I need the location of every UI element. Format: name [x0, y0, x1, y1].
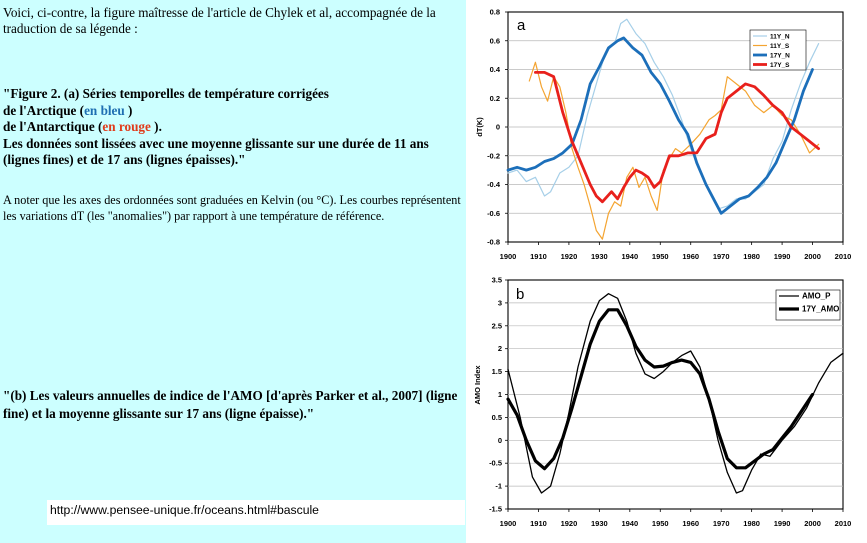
intro-paragraph: Voici, ci-contre, la figure maîtresse de l'article de Chylek et al, accompagnée de la traduction de sa légende : [3, 5, 436, 36]
chart-b-x-tick-label: 1970 [712, 519, 730, 528]
chart-b-x-tick-label: 1900 [499, 519, 517, 528]
chart-a-x-tick-label: 2010 [834, 252, 852, 261]
caption-arctic-color: en bleu [84, 102, 125, 118]
chart-b-panel-letter: b [516, 286, 525, 303]
chart-b-y-tick-label: 3.5 [491, 275, 502, 285]
caption-arctic-prefix: de l'Arctique ( [3, 102, 85, 118]
chart-a-x-tick-label: 1930 [591, 252, 608, 261]
chart-b-x-tick-label: 1950 [651, 519, 669, 528]
chart-a-y-axis-label: dT(K) [475, 117, 484, 137]
caption-arctic-line [3, 103, 461, 120]
chart-b-y-tick-label: -1 [495, 481, 502, 491]
figure-caption-a [3, 86, 461, 169]
chart-a-y-tick-label: -0.4 [487, 180, 500, 189]
chart-b-y-tick-label: 0 [497, 435, 502, 445]
chart-b-y-tick-label: 1 [497, 390, 502, 399]
chart-b-y-axis-label: AMO Index [473, 365, 482, 405]
caption-antarctic-line [3, 119, 461, 136]
caption-title: "Figure 2. (a) Séries temporelles de température corrigées [3, 86, 329, 101]
chart-b-x-tick-label: 1920 [560, 519, 578, 528]
chart-a-x-tick-label: 1940 [621, 252, 639, 261]
chart-a-x-tick-label: 1910 [530, 252, 547, 261]
chart-a-legend-label: 17Y_N [770, 52, 790, 60]
chart-a-x-tick-label: 2000 [804, 252, 821, 261]
chart-b-x-tick-label: 1960 [682, 519, 700, 528]
note-paragraph: A noter que les axes des ordonnées sont graduées en Kelvin (ou °C). Les courbes représentent les variations dT (les "anomalies") par rapport à une température de référence. [3, 193, 461, 223]
chart-a-x-tick-label: 1920 [560, 252, 578, 261]
source-url-link[interactable]: http://www.pensee-unique.fr/oceans.html#bascule [50, 503, 319, 517]
chart-b-legend-label: 17Y_AMO [802, 304, 840, 314]
chart-a-y-tick-label: -0.2 [487, 151, 500, 161]
chart-a-legend-label: 11Y_S [770, 43, 790, 50]
chart-b-x-tick-label: 2010 [834, 519, 852, 528]
chart-a-x-tick-label: 1900 [499, 252, 517, 261]
chart-b-y-tick-label: -0.5 [489, 458, 502, 468]
chart-b-legend-label: AMO_P [802, 291, 831, 301]
caption-arctic-suffix: ) [124, 102, 133, 118]
chart-a-y-tick-label: 0.2 [489, 93, 500, 103]
chart-b-x-tick-label: 2000 [804, 519, 821, 528]
chart-b-x-tick-label: 1980 [743, 519, 760, 528]
chart-a-y-tick-label: 0.4 [489, 65, 500, 74]
figure-panel [466, 0, 867, 543]
chart-a-x-tick-label: 1990 [773, 252, 791, 261]
chart-a-legend-label: 17Y_S [770, 62, 790, 69]
chart-a-x-tick-label: 1960 [682, 252, 700, 261]
chart-a-y-tick-label: 0 [495, 122, 500, 132]
chart-a-x-tick-label: 1950 [651, 252, 669, 261]
chart-b-y-tick-label: 2.5 [491, 321, 502, 331]
chart-a-y-tick-label: -0.6 [487, 208, 500, 218]
chart-a-legend-label: 11Y_N [770, 33, 790, 41]
figure-svg [466, 0, 867, 543]
chart-b-y-tick-label: 0.5 [491, 412, 502, 422]
chart-b-x-tick-label: 1930 [591, 519, 608, 528]
url-box [47, 500, 465, 525]
chart-a-x-tick-label: 1970 [712, 252, 730, 261]
caption-antarctic-suffix: ). [150, 119, 162, 134]
chart-b-x-tick-label: 1940 [621, 519, 639, 528]
chart-a-y-tick-label: 0.6 [489, 36, 500, 46]
caption-antarctic-color: en rouge [102, 119, 151, 134]
chart-b-y-tick-label: 2 [497, 344, 502, 354]
chart-b-y-tick-label: 3 [497, 298, 502, 308]
chart-a-y-tick-label: -0.8 [487, 237, 500, 247]
chart-a-panel-letter: a [517, 17, 526, 34]
chart-b-y-tick-label: 1.5 [491, 367, 502, 377]
chart-a-x-tick-label: 1980 [743, 252, 760, 261]
caption-antarctic-prefix: de l'Antarctique ( [3, 119, 103, 134]
figure-caption-b: "(b) Les valeurs annuelles de indice de l'AMO [d'après Parker et al., 2007] (ligne fine) et la moyenne glissante sur 17 ans (ligne épaisse)." [3, 388, 458, 421]
caption-smoothing: Les données sont lissées avec une moyenne glissante sur une durée de 11 ans (lignes fines) et de 17 ans (lignes épaisses)." [3, 135, 429, 167]
chart-b-x-tick-label: 1910 [530, 519, 547, 528]
chart-b-y-tick-label: -1.5 [489, 504, 502, 514]
chart-b-x-tick-label: 1990 [773, 519, 791, 528]
chart-a-y-tick-label: 0.8 [489, 7, 500, 17]
